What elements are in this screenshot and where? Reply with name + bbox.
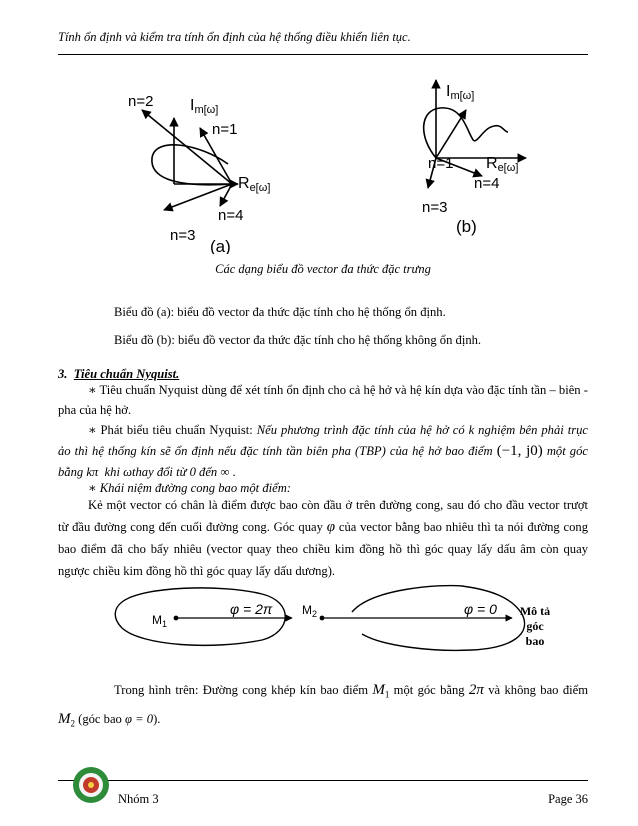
label-im-sub-b: m[ω] [450, 90, 475, 102]
figure-desc-box [510, 604, 560, 649]
encircle-figure [112, 584, 572, 654]
label-im-b: I [446, 83, 451, 100]
closing-part5: (góc bao [75, 711, 126, 726]
footer-group: Nhóm 3 [118, 792, 159, 806]
p3-text: Kẻ một vector có chân là điểm được bao còn đầu ở trên đường cong, sau đó cho đầu vector trượt từ đầu đường cong đến cuối đường cong. Góc quay [58, 498, 588, 534]
svg-text:Im[ω] [446, 83, 474, 102]
label-im-sub-a: m[ω] [194, 104, 219, 116]
closing-m1-sub: 1 [384, 689, 390, 700]
closing-phi0: φ = 0 [125, 711, 154, 726]
label-re-b: R [486, 155, 498, 172]
caption-a: (a) [210, 237, 231, 254]
line-diagram-a: Biểu đồ (a): biểu đồ vector đa thức đặc tính cho hệ thống ổn định. [114, 305, 446, 319]
m2-sub: 2 [312, 609, 318, 619]
p2-mid3: thay đổi từ 0 đến [132, 465, 221, 479]
p2-point: (−1, j0) [496, 443, 543, 459]
closing-paragraph [58, 678, 588, 735]
label-im-a: I [190, 97, 195, 114]
p2-omega: ω [123, 465, 132, 479]
desc-line-2: góc [526, 619, 544, 633]
closing-part4: điểm [562, 683, 588, 697]
closing-part2: một góc bằng [389, 683, 469, 697]
phi-2pi-label: φ = 2π [230, 601, 273, 617]
closing-two-pi: 2π [468, 682, 484, 698]
p2-inf: ∞ [220, 465, 230, 479]
m1-sub: 1 [162, 619, 168, 629]
concept-heading: ∗ Khái niệm đường cong bao một điểm: [88, 481, 291, 495]
svg-text:Re[ω] [238, 175, 270, 194]
m1-label: M [152, 613, 162, 627]
label-n3-b: n=3 [422, 199, 448, 216]
section-title: Tiêu chuẩn Nyquist. [73, 367, 180, 381]
p2-mid1: một góc bằng [58, 444, 588, 479]
caption-b: (b) [456, 217, 477, 236]
closing-part6: ). [153, 711, 161, 726]
label-re-sub-a: e[ω] [249, 182, 271, 194]
section-number: 3. [58, 367, 68, 381]
phi-0-label: φ = 0 [464, 601, 497, 617]
m2-label: M [302, 603, 312, 617]
closing-part1: Trong hình trên: Đường cong khép kín bao điểm [114, 683, 373, 697]
figure-caption: Các dạng biểu đồ vector đa thức đặc trưng [215, 262, 431, 276]
closing-part3: và không bao [483, 683, 559, 697]
svg-text:M2 [302, 603, 317, 619]
p3-rest: của vector bằng bao nhiêu thì ta nói đường cong bao điểm đã cho bấy nhiêu (vector quay theo chiều kim đồng hồ thì góc quay lấy dấu âm còn quay ngược chiều kim đồng hồ thì góc quay lấy dấu dương). [58, 520, 588, 578]
closing-m1: M [372, 682, 385, 698]
svg-text:M1 [152, 613, 167, 629]
footer-rule [58, 780, 588, 781]
closing-m2: M [58, 710, 71, 727]
paragraph-encircle-concept [58, 494, 588, 582]
p3-phi: φ [326, 519, 336, 535]
p2-end: . [229, 465, 236, 479]
label-re-sub-b: e[ω] [497, 162, 519, 174]
group-logo-icon [72, 766, 110, 804]
label-re-a: R [238, 175, 250, 192]
paragraph-nyquist-statement [58, 420, 588, 483]
paragraph-nyquist-use: ∗ Tiêu chuẩn Nyquist dùng để xét tính ổn định cho cả hệ hở và hệ kín dựa vào đặc tính tần – biên - pha của hệ hở. [58, 383, 588, 417]
label-n1-b: n=1 [428, 155, 454, 172]
p2-kpi: kπ [86, 465, 99, 479]
desc-line-3: bao [525, 634, 545, 648]
label-n4-a: n=4 [218, 207, 244, 224]
label-n2-a: n=2 [128, 93, 154, 110]
closing-m2-sub: 2 [70, 718, 75, 729]
p2-italic: Nếu phương trình đặc tính của hệ hở có k nghiệm bên phải trục ảo thì hệ thống kín sẽ ổn định nếu đặc tính tần biên pha (TBP) của hệ hở bao điểm [58, 423, 588, 458]
line-diagram-b: Biểu đồ (b): biểu đồ vector đa thức đặc tính cho hệ thống không ổn định. [114, 333, 482, 347]
desc-line-1: Mô tả [519, 604, 551, 618]
vector-diagram-a [120, 76, 320, 254]
label-n3-a: n=3 [170, 227, 196, 244]
running-header: Tính ổn định và kiểm tra tính ổn định của hệ thống điều khiển liên tục. [58, 30, 411, 44]
label-n1-a: n=1 [212, 121, 238, 138]
footer-page: Page 36 [548, 792, 588, 806]
p2-lead: ∗ Phát biểu tiêu chuẩn Nyquist: [88, 423, 257, 437]
label-n4-b: n=4 [474, 175, 500, 192]
svg-text:Im[ω] [190, 97, 218, 116]
header-rule [58, 54, 588, 55]
p2-mid2: khi [101, 465, 124, 479]
vector-diagram-b [400, 76, 540, 238]
